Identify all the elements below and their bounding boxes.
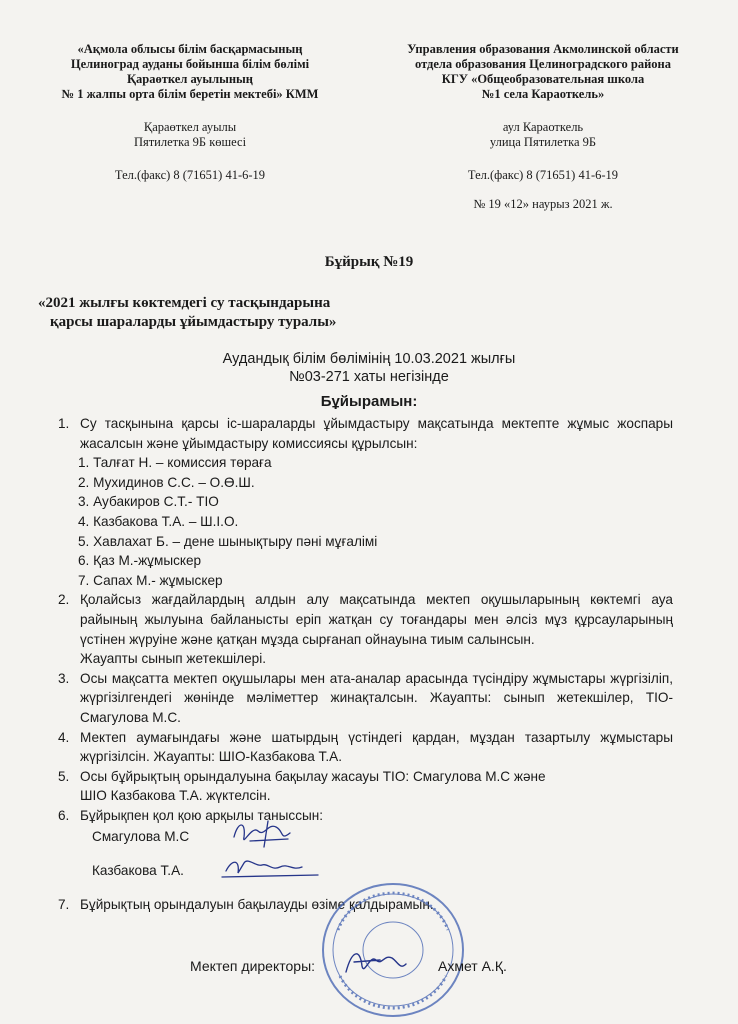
header-kz-line4: № 1 жалпы орта білім беретін мектебі» КММ: [61, 87, 319, 101]
item-text: Бұйрықтың орындалуын бақылауды өзіме қалдырамын.: [80, 897, 434, 913]
subject-line2: қарсы шараларды ұйымдастыру туралы»: [50, 314, 337, 330]
order-item-5: [58, 767, 673, 806]
item-number: 3.: [58, 670, 70, 686]
item-number: 6.: [58, 807, 70, 823]
order-item-3: [58, 669, 673, 728]
signer-name: Смагулова М.С: [92, 829, 190, 845]
order-item-6: [58, 806, 673, 826]
item-number: 7.: [58, 897, 70, 913]
item-text-line2: ШІО Казбакова Т.А. жүктелсін.: [80, 788, 271, 804]
header-kz-addr1: Қараөткел ауылы: [143, 120, 237, 134]
order-word: Бұйырамын:: [320, 393, 418, 410]
header-kz-addr2: Пятилетка 9Б көшесі: [133, 135, 247, 149]
director-name: Ахмет А.Қ.: [438, 958, 507, 974]
order-body: [58, 414, 673, 915]
document-title: Бұйрық №19: [324, 254, 414, 270]
item-text: Қолайсыз жағдайлардың алдын алу мақсатында мектеп оқушыларының көктемгі ауа райының жылуына байланысты еріп жатқан су тоғандары мен әлсіз мұз құрсауларының үстінен жүруіне және қатқан мұзда сырғанап ойнауына тиым салынсын.: [80, 592, 673, 647]
order-item-4: [58, 728, 673, 767]
director-signature-line: [190, 958, 610, 974]
director-signature-icon: [340, 944, 410, 982]
signer-name: Казбакова Т.А.: [92, 863, 184, 879]
header-ru-line4: №1 села Караоткель»: [481, 87, 605, 101]
header-kz-line3: Қараөткел ауылының: [126, 72, 254, 86]
handwritten-signature-icon: [218, 853, 328, 885]
header-ru-line3: КГУ «Общеобразовательная школа: [441, 72, 645, 86]
header-ru-phone: Тел.(факс) 8 (71651) 41-6-19: [467, 168, 619, 182]
header-ru-addr2: улица Пятилетка 9Б: [489, 135, 597, 149]
order-subject: [38, 294, 336, 332]
item-text: Бұйрықпен қол қою арқылы таныссын:: [80, 807, 324, 823]
item-number: 5.: [58, 768, 70, 784]
commission-member: 6. Қаз М.-жұмыскер: [78, 553, 202, 569]
commission-member: 7. Сапах М.- жұмыскер: [78, 572, 223, 588]
director-label: Мектеп директоры:: [190, 958, 316, 974]
commission-member: 3. Аубакиров С.Т.- ТІО: [78, 494, 219, 510]
basis-line1: Аудандық білім бөлімінің 10.03.2021 жылғы: [222, 351, 516, 367]
item-text: Осы мақсатта мектеп оқушылары мен ата-аналар арасында түсіндіру жұмыстары жүргізіліп, жүргізілгендегі жөнінде мәліметтер жинақталсын. Жауапты: сынып жетекшілер, ТІО-Смагулова М.С.: [80, 670, 673, 725]
header-ru-line1: Управления образования Акмолинской области: [407, 42, 679, 56]
item-text: Су тасқынына қарсы іс-шараларды ұйымдастыру мақсатында мектепте жұмыс жоспары жасалсын және ұйымдастыру комиссиясы құрылсын:: [80, 416, 673, 451]
commission-list: [58, 453, 673, 590]
header-kazakh: [30, 42, 350, 183]
header-russian: [378, 42, 708, 212]
commission-member: 1. Талғат Н. – комиссия төраға: [78, 455, 272, 471]
order-number-date: № 19 «12» наурыз 2021 ж.: [473, 197, 613, 211]
item-responsible: Жауапты сынып жетекшілері.: [80, 651, 266, 667]
header-kz-line1: «Ақмола облысы білім басқармасының: [77, 42, 303, 56]
item-number: 2.: [58, 592, 70, 608]
header-kz-phone: Тел.(факс) 8 (71651) 41-6-19: [114, 168, 266, 182]
header-ru-line2: отдела образования Целиноградского района: [414, 57, 672, 71]
order-basis: [0, 350, 738, 386]
subject-line1: «2021 жылғы көктемдегі су тасқындарына: [38, 295, 331, 311]
item-number: 1.: [58, 416, 70, 431]
item-text: Мектеп аумағындағы және шатырдың үстіндегі қардан, мұздан тазартылу жұмыстары жүргізілсін. Жауапты: ШІО-Казбакова Т.А.: [80, 729, 673, 765]
header-ru-addr1: аул Караоткель: [502, 120, 584, 134]
acquaintance-sign-row-1: [58, 827, 673, 853]
commission-member: 2. Мухидинов С.С. – О.Ө.Ш.: [78, 474, 255, 490]
order-item-1: [58, 414, 673, 453]
basis-line2: №03-271 хаты негізінде: [289, 369, 449, 385]
item-number: 4.: [58, 729, 70, 745]
item-text-line1: Осы бұйрықтың орындалуына бақылау жасауы ТІО: Смагулова М.С және: [80, 768, 546, 784]
handwritten-signature-icon: [228, 817, 308, 853]
commission-member: 4. Казбакова Т.А. – Ш.І.О.: [78, 513, 239, 529]
order-item-2: [58, 590, 673, 668]
header-kz-line2: Целиноград ауданы бойынша білім бөлімі: [70, 57, 310, 71]
commission-member: 5. Хавлахат Б. – дене шынықтыру пәні мұғалімі: [78, 533, 378, 549]
